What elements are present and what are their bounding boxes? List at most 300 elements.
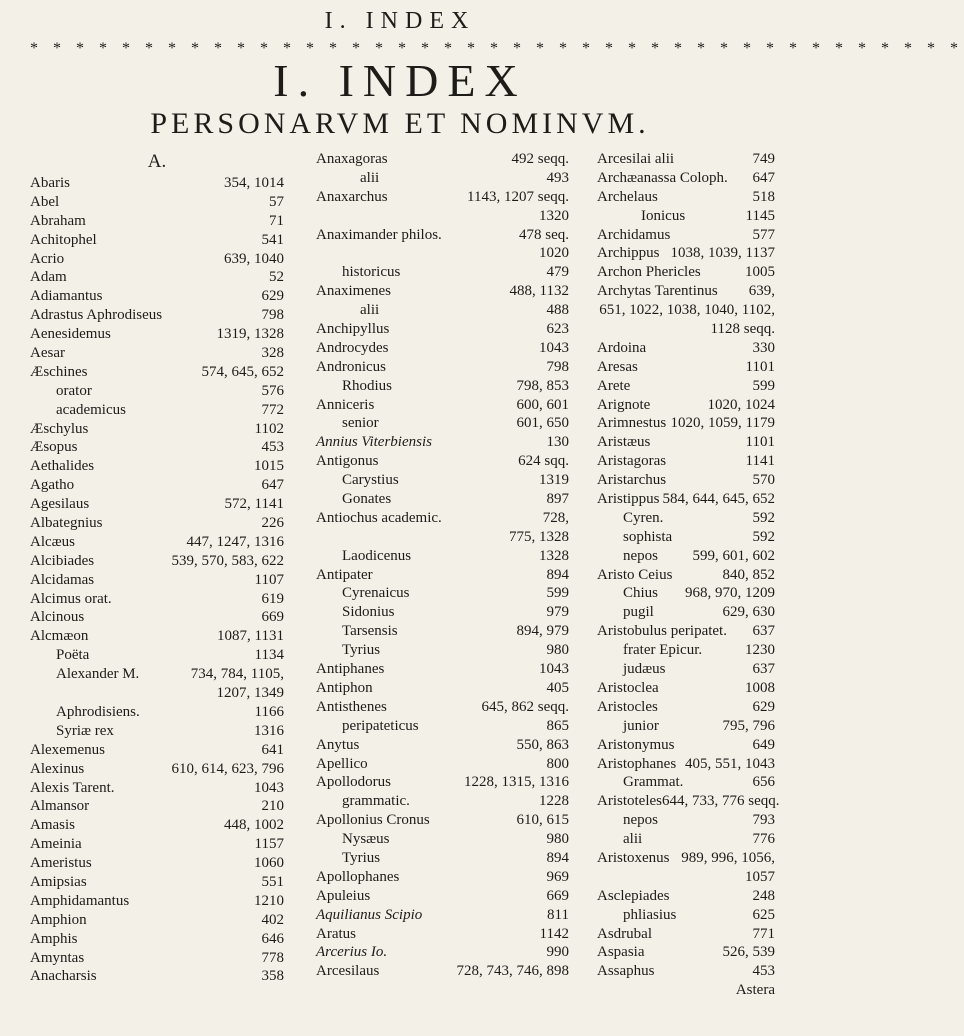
entry-name: Nysæus bbox=[342, 831, 390, 848]
entry-pages: 651, 1022, 1038, 1040, 1102, bbox=[599, 302, 775, 319]
entry-pages: 734, 784, 1105, bbox=[190, 666, 284, 683]
index-entry bbox=[316, 943, 569, 962]
entry-pages: 1145 bbox=[745, 207, 775, 224]
entry-pages: 1328 bbox=[539, 547, 569, 564]
entry-pages: 526, 539 bbox=[722, 944, 775, 961]
entry-pages: 894 bbox=[546, 566, 569, 583]
index-entry bbox=[597, 396, 775, 415]
index-entry bbox=[316, 414, 569, 433]
entry-pages: 354, 1014 bbox=[224, 175, 284, 191]
index-entry bbox=[597, 943, 775, 962]
entry-name: Aphrodisiens. bbox=[56, 703, 140, 720]
entry-name: Amyntas bbox=[30, 949, 85, 966]
entry-pages: 798, 853 bbox=[516, 377, 569, 394]
entry-name: Androcydes bbox=[316, 339, 389, 356]
index-entry bbox=[30, 212, 284, 231]
entry-name: Arete bbox=[597, 377, 631, 394]
index-entry bbox=[30, 344, 284, 363]
entry-name: Asdrubal bbox=[597, 925, 652, 942]
entry-pages: 649 bbox=[752, 736, 775, 753]
entry-name: Agesilaus bbox=[30, 496, 90, 513]
entry-pages: 980 bbox=[546, 642, 569, 659]
entry-pages: 600, 601 bbox=[516, 396, 569, 413]
entry-name: Archæanassa Coloph. bbox=[597, 169, 728, 186]
index-entry bbox=[316, 433, 569, 452]
entry-name: Aristo Ceius bbox=[597, 566, 673, 583]
index-entry bbox=[30, 438, 284, 457]
entry-name: Archippus bbox=[597, 245, 660, 262]
entry-pages: 771 bbox=[752, 925, 775, 942]
index-entry bbox=[30, 363, 284, 382]
index-entry bbox=[597, 528, 775, 547]
index-entry bbox=[30, 873, 284, 892]
star-ornament: * * * * * * * * * * * * * * * * * * * * * * * * * * * * * * * * * * * * * * * * * bbox=[30, 40, 964, 57]
entry-pages: 453 bbox=[261, 439, 284, 456]
entry-name: Ionicus bbox=[641, 207, 686, 224]
entry-name: junior bbox=[623, 717, 659, 734]
index-entry bbox=[30, 627, 284, 646]
index-entry bbox=[316, 188, 569, 207]
entry-pages: 798 bbox=[261, 307, 284, 324]
entry-pages: 644, 733, 776 seqq. bbox=[662, 793, 780, 810]
entry-pages: 610, 615 bbox=[516, 812, 569, 829]
entry-pages: 749 bbox=[752, 151, 775, 167]
index-entry bbox=[597, 566, 775, 585]
index-entry bbox=[316, 226, 569, 245]
entry-name: alii bbox=[360, 302, 380, 319]
entry-pages: 669 bbox=[261, 609, 284, 626]
index-entry bbox=[30, 608, 284, 627]
index-entry bbox=[316, 962, 569, 981]
entry-pages: 1008 bbox=[745, 679, 775, 696]
entry-name: Aristobulus peripatet. bbox=[597, 623, 727, 640]
entry-name: Alcæus bbox=[30, 533, 75, 550]
entry-pages: 599 bbox=[546, 585, 569, 602]
index-entry bbox=[597, 717, 775, 736]
entry-name: Carystius bbox=[342, 472, 399, 489]
entry-pages: 1087, 1131 bbox=[217, 628, 284, 645]
entry-name: Aristocles bbox=[597, 698, 658, 715]
entry-pages: 71 bbox=[269, 212, 284, 229]
entry-pages: 647 bbox=[261, 477, 284, 494]
index-column-3 bbox=[597, 150, 780, 1000]
entry-pages: 894 bbox=[546, 849, 569, 866]
entry-name: Aristoteles bbox=[597, 793, 662, 810]
entry-name: historicus bbox=[342, 264, 401, 281]
entry-pages: 52 bbox=[269, 269, 284, 286]
entry-pages: 539, 570, 583, 622 bbox=[171, 552, 284, 569]
entry-pages: 629 bbox=[261, 288, 284, 305]
entry-pages: 448, 1002 bbox=[224, 817, 284, 834]
index-entry bbox=[597, 981, 775, 1000]
entry-name: Alcidamas bbox=[30, 571, 95, 588]
entry-name: Assaphus bbox=[597, 963, 655, 980]
entry-name: pugil bbox=[623, 604, 654, 621]
index-entry bbox=[597, 698, 775, 717]
index-entry bbox=[316, 358, 569, 377]
index-entry bbox=[597, 320, 775, 339]
index-entry bbox=[30, 835, 284, 854]
index-entry bbox=[30, 476, 284, 495]
entry-pages: 1020, 1059, 1179 bbox=[670, 415, 775, 432]
index-entry bbox=[316, 792, 569, 811]
index-entry bbox=[597, 169, 775, 188]
entry-name: Tyrius bbox=[342, 642, 381, 659]
entry-name: Antipater bbox=[316, 566, 373, 583]
index-entry bbox=[30, 684, 284, 703]
index-entry bbox=[597, 509, 775, 528]
index-entry bbox=[30, 552, 284, 571]
entry-pages: 57 bbox=[269, 193, 284, 210]
entry-pages: 778 bbox=[261, 949, 284, 966]
index-entry bbox=[316, 282, 569, 301]
index-entry bbox=[597, 887, 775, 906]
entry-name: Rhodius bbox=[342, 377, 393, 394]
entry-name: Aristoxenus bbox=[597, 849, 670, 866]
index-entry bbox=[316, 679, 569, 698]
entry-name: Arcerius Io. bbox=[316, 944, 388, 961]
index-entry bbox=[316, 811, 569, 830]
entry-name: Abel bbox=[30, 193, 60, 210]
entry-name: Tyrius bbox=[342, 849, 381, 866]
entry-pages: 1020, 1024 bbox=[707, 396, 775, 413]
entry-name: academicus bbox=[56, 401, 126, 418]
entry-pages: 1102 bbox=[254, 420, 284, 437]
entry-name: Antigonus bbox=[316, 453, 379, 470]
entry-name: Anaxagoras bbox=[316, 151, 388, 167]
index-entry bbox=[597, 358, 775, 377]
entry-name: Syriæ rex bbox=[56, 722, 114, 739]
entry-pages: 1207, 1349 bbox=[216, 685, 284, 702]
index-entry bbox=[316, 547, 569, 566]
entry-pages: 775, 1328 bbox=[509, 528, 569, 545]
index-entry bbox=[30, 816, 284, 835]
index-entry bbox=[597, 603, 775, 622]
entry-name: Anniceris bbox=[316, 396, 375, 413]
entry-name: Cyren. bbox=[623, 509, 664, 526]
index-entry bbox=[30, 174, 284, 193]
entry-pages: 800 bbox=[546, 755, 569, 772]
entry-name: Adiamantus bbox=[30, 288, 103, 305]
entry-pages: 226 bbox=[261, 515, 284, 532]
entry-name: Archon Phericles bbox=[597, 264, 701, 281]
entry-name: Amphion bbox=[30, 911, 87, 928]
entry-pages: 1057 bbox=[745, 868, 775, 885]
index-entry bbox=[30, 401, 284, 420]
entry-name: senior bbox=[342, 415, 379, 432]
entry-pages: 772 bbox=[261, 401, 284, 418]
entry-pages: 402 bbox=[261, 911, 284, 928]
entry-pages: 1020 bbox=[539, 245, 569, 262]
index-entry bbox=[316, 396, 569, 415]
entry-name: Ameristus bbox=[30, 855, 92, 872]
entry-pages: 1101 bbox=[745, 358, 775, 375]
index-entry bbox=[30, 722, 284, 741]
entry-name: Anchipyllus bbox=[316, 321, 390, 338]
page-subtitle: PERSONARVM ET NOMINVM. bbox=[150, 107, 650, 140]
entry-name: Aesar bbox=[30, 345, 65, 362]
index-entry bbox=[30, 231, 284, 250]
index-entry bbox=[316, 528, 569, 547]
index-entry bbox=[316, 603, 569, 622]
entry-pages: 601, 650 bbox=[516, 415, 569, 432]
index-entry bbox=[316, 490, 569, 509]
entry-pages: 669 bbox=[546, 887, 569, 904]
entry-pages: 1043 bbox=[539, 661, 569, 678]
entry-name: Aquilianus Scipio bbox=[316, 906, 423, 923]
index-entry bbox=[316, 868, 569, 887]
index-entry bbox=[316, 925, 569, 944]
index-entry bbox=[30, 514, 284, 533]
entry-pages: 969 bbox=[546, 868, 569, 885]
index-entry bbox=[30, 967, 284, 986]
entry-pages: 1228 bbox=[539, 793, 569, 810]
entry-name: Aspasia bbox=[597, 944, 645, 961]
index-entry bbox=[316, 906, 569, 925]
entry-pages: 1060 bbox=[254, 855, 284, 872]
entry-pages: 811 bbox=[547, 906, 569, 923]
index-column-2 bbox=[316, 150, 569, 981]
entry-name: Aresas bbox=[597, 358, 638, 375]
index-entry bbox=[316, 207, 569, 226]
entry-name: Gonates bbox=[342, 491, 392, 508]
index-entry bbox=[30, 250, 284, 269]
entry-pages: 328 bbox=[261, 345, 284, 362]
entry-pages: 584, 644, 645, 652 bbox=[662, 491, 775, 508]
index-entry bbox=[30, 457, 284, 476]
entry-name: Andronicus bbox=[316, 358, 386, 375]
entry-name: Antisthenes bbox=[316, 698, 387, 715]
entry-pages: 478 seq. bbox=[519, 226, 569, 243]
index-entry bbox=[316, 641, 569, 660]
entry-name: nepos bbox=[623, 547, 658, 564]
index-entry bbox=[597, 282, 775, 301]
entry-pages: 647 bbox=[752, 169, 775, 186]
index-entry bbox=[30, 533, 284, 552]
entry-name: Amphidamantus bbox=[30, 892, 130, 909]
entry-name: judæus bbox=[623, 661, 666, 678]
entry-name: Annius Viterbiensis bbox=[316, 434, 432, 451]
entry-pages: 637 bbox=[752, 623, 775, 640]
index-entry bbox=[30, 306, 284, 325]
entry-pages: 795, 796 bbox=[722, 717, 775, 734]
entry-pages: 488 bbox=[546, 302, 569, 319]
index-entry bbox=[597, 471, 775, 490]
entry-pages: 592 bbox=[752, 528, 775, 545]
index-entry bbox=[316, 622, 569, 641]
running-head: I. INDEX bbox=[324, 8, 476, 34]
entry-name: Sidonius bbox=[342, 604, 395, 621]
entry-name: Antiphanes bbox=[316, 661, 385, 678]
index-column-1 bbox=[30, 150, 284, 986]
entry-name: Arcesilai alii bbox=[597, 151, 675, 167]
entry-name: Aristonymus bbox=[597, 736, 675, 753]
entry-name: Alcmæon bbox=[30, 628, 89, 645]
index-entry bbox=[316, 377, 569, 396]
entry-name: Aethalides bbox=[30, 458, 95, 475]
entry-pages: 493 bbox=[546, 169, 569, 186]
page-title: I. INDEX bbox=[273, 55, 527, 106]
entry-name: Aristippus bbox=[597, 491, 660, 508]
index-entry bbox=[597, 773, 775, 792]
entry-name: alii bbox=[623, 831, 643, 848]
index-entry bbox=[597, 339, 775, 358]
entry-pages: 1128 seqq. bbox=[710, 321, 775, 338]
entry-name: Achitophel bbox=[30, 231, 97, 248]
entry-name: Ameinia bbox=[30, 836, 82, 853]
index-entry bbox=[316, 339, 569, 358]
entry-pages: 865 bbox=[546, 717, 569, 734]
index-entry bbox=[316, 736, 569, 755]
entry-pages: 625 bbox=[752, 906, 775, 923]
index-entry bbox=[597, 207, 775, 226]
index-entry bbox=[597, 547, 775, 566]
entry-name: Arimnestus bbox=[597, 415, 667, 432]
index-entry bbox=[316, 660, 569, 679]
entry-pages: 641 bbox=[261, 741, 284, 758]
entry-pages: 550, 863 bbox=[516, 736, 569, 753]
entry-name: Arcesilaus bbox=[316, 963, 380, 980]
entry-pages: 541 bbox=[261, 231, 284, 248]
index-entry bbox=[597, 150, 775, 169]
entry-pages: 897 bbox=[546, 491, 569, 508]
entry-pages: 840, 852 bbox=[722, 566, 775, 583]
index-entry bbox=[597, 660, 775, 679]
entry-pages: 623 bbox=[546, 321, 569, 338]
index-entry bbox=[597, 584, 775, 603]
entry-name: Amphis bbox=[30, 930, 78, 947]
entry-pages: 1134 bbox=[254, 647, 284, 664]
entry-name: Aratus bbox=[316, 925, 356, 942]
index-entry bbox=[316, 566, 569, 585]
index-entry bbox=[597, 755, 775, 774]
entry-pages: 645, 862 seqq. bbox=[481, 698, 569, 715]
entry-pages: 130 bbox=[546, 434, 569, 451]
index-entry bbox=[597, 830, 775, 849]
index-entry bbox=[30, 420, 284, 439]
entry-pages: 990 bbox=[546, 944, 569, 961]
entry-pages: 518 bbox=[752, 188, 775, 205]
entry-pages: 330 bbox=[752, 339, 775, 356]
entry-pages: 1043 bbox=[254, 779, 284, 796]
entry-name: Apollodorus bbox=[316, 774, 391, 791]
entry-name: Æschines bbox=[30, 363, 88, 380]
entry-pages: 728, 743, 746, 898 bbox=[456, 963, 569, 980]
entry-pages: 1166 bbox=[254, 703, 284, 720]
entry-name: Aristarchus bbox=[597, 472, 667, 489]
entry-name: Laodicenus bbox=[342, 547, 412, 564]
index-entry bbox=[30, 779, 284, 798]
index-entry bbox=[597, 188, 775, 207]
index-entry bbox=[597, 226, 775, 245]
index-entry bbox=[316, 698, 569, 717]
entry-pages: 637 bbox=[752, 661, 775, 678]
index-entry bbox=[597, 377, 775, 396]
entry-pages: 488, 1132 bbox=[509, 283, 569, 300]
entry-pages: 1015 bbox=[254, 458, 284, 475]
index-entry bbox=[316, 301, 569, 320]
entry-name: Almansor bbox=[30, 798, 90, 815]
entry-pages: 248 bbox=[752, 887, 775, 904]
entry-pages: 479 bbox=[546, 264, 569, 281]
entry-pages: 1005 bbox=[745, 264, 775, 281]
entry-name: Alexemenus bbox=[30, 741, 105, 758]
index-entry bbox=[30, 382, 284, 401]
index-entry bbox=[597, 433, 775, 452]
entry-pages: 629, 630 bbox=[722, 604, 775, 621]
index-entry bbox=[316, 452, 569, 471]
index-entry bbox=[597, 244, 775, 263]
entry-name: Adrastus Aphrodiseus bbox=[30, 307, 163, 324]
index-entry bbox=[30, 930, 284, 949]
entry-pages: 1141 bbox=[745, 453, 775, 470]
index-entry bbox=[316, 755, 569, 774]
entry-name: Aristæus bbox=[597, 434, 651, 451]
index-entry bbox=[30, 646, 284, 665]
entry-pages: 639, 1040 bbox=[224, 250, 284, 267]
index-entry bbox=[597, 641, 775, 660]
entry-pages: 453 bbox=[752, 963, 775, 980]
index-entry bbox=[30, 193, 284, 212]
entry-name: sophista bbox=[623, 528, 673, 545]
entry-pages: 989, 996, 1056, bbox=[681, 849, 775, 866]
index-entry bbox=[316, 830, 569, 849]
index-entry bbox=[597, 925, 775, 944]
entry-name: grammatic. bbox=[342, 793, 410, 810]
entry-name: Apollophanes bbox=[316, 868, 400, 885]
entry-pages: 728, bbox=[542, 509, 569, 526]
index-entry bbox=[30, 665, 284, 684]
entry-pages: 1142 bbox=[539, 925, 569, 942]
index-entry bbox=[597, 962, 775, 981]
entry-name: Abaris bbox=[30, 175, 70, 191]
entry-name: Aristoclea bbox=[597, 679, 659, 696]
entry-pages: 1320 bbox=[539, 207, 569, 224]
index-entry bbox=[316, 244, 569, 263]
entry-pages: 574, 645, 652 bbox=[201, 363, 284, 380]
entry-name: Alcimus orat. bbox=[30, 590, 112, 607]
entry-pages: 572, 1141 bbox=[224, 496, 284, 513]
entry-pages: 405 bbox=[546, 679, 569, 696]
entry-name: Abraham bbox=[30, 212, 86, 229]
entry-pages: 577 bbox=[752, 226, 775, 243]
entry-name: Anaximenes bbox=[316, 283, 391, 300]
entry-pages: 570 bbox=[752, 472, 775, 489]
entry-name: Apollonius Cronus bbox=[316, 812, 430, 829]
index-entry bbox=[30, 495, 284, 514]
entry-name: Antiochus academic. bbox=[316, 509, 442, 526]
index-entry bbox=[597, 849, 775, 868]
index-entry bbox=[316, 150, 569, 169]
entry-pages: 793 bbox=[752, 812, 775, 829]
entry-pages: 405, 551, 1043 bbox=[685, 755, 775, 772]
entry-name: Aristagoras bbox=[597, 453, 667, 470]
entry-pages: 639, bbox=[748, 283, 775, 300]
index-entry bbox=[597, 622, 775, 641]
entry-pages: 1043 bbox=[539, 339, 569, 356]
entry-name: Acrio bbox=[30, 250, 65, 267]
entry-name: Alexis Tarent. bbox=[30, 779, 115, 796]
index-entry bbox=[597, 906, 775, 925]
entry-name: Albategnius bbox=[30, 515, 103, 532]
entry-pages: 776 bbox=[752, 831, 775, 848]
entry-pages: 624 sqq. bbox=[518, 453, 569, 470]
entry-pages: 576 bbox=[261, 382, 284, 399]
index-entry bbox=[597, 301, 775, 320]
section-letter: A. bbox=[147, 151, 167, 172]
entry-name: Apuleius bbox=[316, 887, 371, 904]
entry-pages: 798 bbox=[546, 358, 569, 375]
